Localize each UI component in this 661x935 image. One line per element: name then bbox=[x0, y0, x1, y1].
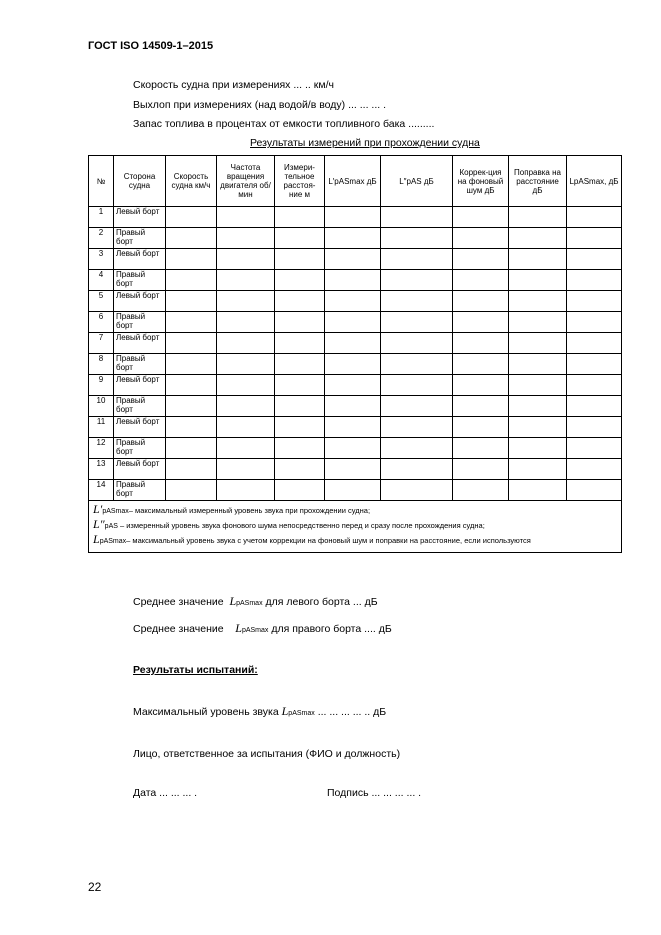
side-cell: Правый борт bbox=[114, 480, 166, 501]
side-cell: Левый борт bbox=[114, 459, 166, 480]
number-cell: 2 bbox=[89, 228, 114, 249]
empty-cell bbox=[381, 354, 453, 375]
table-caption: Результаты измерений при прохождении судна bbox=[250, 137, 480, 149]
empty-cell bbox=[275, 291, 325, 312]
empty-cell bbox=[275, 312, 325, 333]
side-cell: Правый борт bbox=[114, 228, 166, 249]
note-line: L″pAS – измеренный уровень звука фонового шума непосредственно перед и сразу после прохождения судна; bbox=[93, 517, 485, 531]
column-header: Измери-тельное расстоя-ние м bbox=[275, 156, 325, 207]
empty-cell bbox=[325, 228, 381, 249]
table-row bbox=[89, 228, 622, 249]
empty-cell bbox=[217, 417, 275, 438]
empty-cell bbox=[567, 312, 622, 333]
empty-cell bbox=[509, 312, 567, 333]
table-row bbox=[89, 396, 622, 417]
empty-cell bbox=[166, 396, 217, 417]
column-header: Коррек-ция на фоновый шум дБ bbox=[453, 156, 509, 207]
empty-cell bbox=[453, 459, 509, 480]
column-header: L′pASmax дБ bbox=[325, 156, 381, 207]
side-cell: Левый борт bbox=[114, 375, 166, 396]
table-row bbox=[89, 354, 622, 375]
empty-cell bbox=[166, 459, 217, 480]
empty-cell bbox=[275, 417, 325, 438]
empty-cell bbox=[509, 228, 567, 249]
table-row bbox=[89, 480, 622, 501]
empty-cell bbox=[453, 396, 509, 417]
empty-cell bbox=[453, 480, 509, 501]
empty-cell bbox=[381, 396, 453, 417]
empty-cell bbox=[567, 270, 622, 291]
empty-cell bbox=[509, 459, 567, 480]
average-right: Среднее значение LpASmax для правого борта .... дБ bbox=[133, 621, 392, 635]
empty-cell bbox=[166, 417, 217, 438]
empty-cell bbox=[509, 438, 567, 459]
side-cell: Левый борт bbox=[114, 249, 166, 270]
empty-cell bbox=[275, 354, 325, 375]
empty-cell bbox=[325, 291, 381, 312]
empty-cell bbox=[509, 417, 567, 438]
table-row bbox=[89, 333, 622, 354]
number-cell: 6 bbox=[89, 312, 114, 333]
empty-cell bbox=[275, 270, 325, 291]
empty-cell bbox=[275, 438, 325, 459]
empty-cell bbox=[509, 249, 567, 270]
empty-cell bbox=[453, 270, 509, 291]
number-cell: 3 bbox=[89, 249, 114, 270]
column-header: LpASmax, дБ bbox=[567, 156, 622, 207]
column-header: № bbox=[89, 156, 114, 207]
empty-cell bbox=[453, 438, 509, 459]
empty-cell bbox=[325, 396, 381, 417]
column-header: Частота вращения двигателя об/мин bbox=[217, 156, 275, 207]
side-cell: Правый борт bbox=[114, 438, 166, 459]
empty-cell bbox=[509, 480, 567, 501]
note-line: L′pASmax– максимальный измеренный уровень звука при прохождении судна; bbox=[93, 502, 371, 516]
empty-cell bbox=[453, 312, 509, 333]
empty-cell bbox=[166, 249, 217, 270]
empty-cell bbox=[325, 438, 381, 459]
exhaust-line: Выхлоп при измерениях (над водой/в воду) ... ... ... . bbox=[133, 99, 387, 111]
document-header: ГОСТ ISO 14509-1–2015 bbox=[88, 40, 214, 52]
table-row bbox=[89, 417, 622, 438]
speed-line: Скорость судна при измерениях ... .. км/ч bbox=[133, 79, 334, 91]
empty-cell bbox=[567, 207, 622, 228]
empty-cell bbox=[509, 375, 567, 396]
empty-cell bbox=[381, 459, 453, 480]
empty-cell bbox=[567, 291, 622, 312]
empty-cell bbox=[217, 459, 275, 480]
empty-cell bbox=[381, 480, 453, 501]
results-title: Результаты испытаний: bbox=[133, 664, 258, 676]
measurement-table bbox=[88, 155, 622, 553]
number-cell: 1 bbox=[89, 207, 114, 228]
table-row bbox=[89, 291, 622, 312]
number-cell: 7 bbox=[89, 333, 114, 354]
table-row bbox=[89, 438, 622, 459]
empty-cell bbox=[166, 312, 217, 333]
empty-cell bbox=[381, 249, 453, 270]
empty-cell bbox=[453, 333, 509, 354]
fuel-line: Запас топлива в процентах от емкости топливного бака ......... bbox=[133, 118, 435, 130]
empty-cell bbox=[325, 207, 381, 228]
empty-cell bbox=[325, 270, 381, 291]
average-left: Среднее значение LpASmax для левого борта ... дБ bbox=[133, 594, 378, 608]
side-cell: Левый борт bbox=[114, 207, 166, 228]
empty-cell bbox=[453, 228, 509, 249]
empty-cell bbox=[166, 480, 217, 501]
empty-cell bbox=[509, 354, 567, 375]
side-cell: Правый борт bbox=[114, 396, 166, 417]
number-cell: 5 bbox=[89, 291, 114, 312]
empty-cell bbox=[381, 417, 453, 438]
empty-cell bbox=[166, 291, 217, 312]
empty-cell bbox=[509, 207, 567, 228]
side-cell: Левый борт bbox=[114, 417, 166, 438]
table-row bbox=[89, 207, 622, 228]
empty-cell bbox=[567, 249, 622, 270]
empty-cell bbox=[166, 375, 217, 396]
empty-cell bbox=[453, 291, 509, 312]
empty-cell bbox=[381, 270, 453, 291]
empty-cell bbox=[166, 438, 217, 459]
side-cell: Левый борт bbox=[114, 333, 166, 354]
number-cell: 4 bbox=[89, 270, 114, 291]
empty-cell bbox=[275, 249, 325, 270]
empty-cell bbox=[381, 228, 453, 249]
table-row bbox=[89, 312, 622, 333]
side-cell: Правый борт bbox=[114, 270, 166, 291]
empty-cell bbox=[217, 396, 275, 417]
empty-cell bbox=[509, 270, 567, 291]
column-header: L″pAS дБ bbox=[381, 156, 453, 207]
empty-cell bbox=[166, 354, 217, 375]
empty-cell bbox=[325, 480, 381, 501]
empty-cell bbox=[453, 375, 509, 396]
max-level-line: Максимальный уровень звука LpASmax ... ... ... ... .. дБ bbox=[133, 704, 387, 718]
page-number: 22 bbox=[88, 880, 102, 894]
number-cell: 10 bbox=[89, 396, 114, 417]
empty-cell bbox=[567, 354, 622, 375]
responsible-line: Лицо, ответственное за испытания (ФИО и должность) bbox=[133, 748, 401, 760]
side-cell: Правый борт bbox=[114, 354, 166, 375]
empty-cell bbox=[509, 396, 567, 417]
empty-cell bbox=[509, 333, 567, 354]
number-cell: 11 bbox=[89, 417, 114, 438]
empty-cell bbox=[325, 333, 381, 354]
empty-cell bbox=[217, 291, 275, 312]
side-cell: Левый борт bbox=[114, 291, 166, 312]
empty-cell bbox=[166, 333, 217, 354]
empty-cell bbox=[275, 207, 325, 228]
empty-cell bbox=[381, 333, 453, 354]
empty-cell bbox=[381, 375, 453, 396]
empty-cell bbox=[217, 333, 275, 354]
empty-cell bbox=[453, 249, 509, 270]
empty-cell bbox=[325, 375, 381, 396]
empty-cell bbox=[325, 417, 381, 438]
number-cell: 14 bbox=[89, 480, 114, 501]
empty-cell bbox=[275, 459, 325, 480]
column-header: Поправка на расстояние дБ bbox=[509, 156, 567, 207]
empty-cell bbox=[453, 354, 509, 375]
empty-cell bbox=[381, 291, 453, 312]
empty-cell bbox=[217, 354, 275, 375]
column-header: Сторона судна bbox=[114, 156, 166, 207]
side-cell: Правый борт bbox=[114, 312, 166, 333]
empty-cell bbox=[275, 333, 325, 354]
number-cell: 13 bbox=[89, 459, 114, 480]
empty-cell bbox=[509, 291, 567, 312]
number-cell: 12 bbox=[89, 438, 114, 459]
empty-cell bbox=[325, 354, 381, 375]
number-cell: 8 bbox=[89, 354, 114, 375]
empty-cell bbox=[567, 438, 622, 459]
empty-cell bbox=[217, 207, 275, 228]
empty-cell bbox=[217, 375, 275, 396]
empty-cell bbox=[325, 459, 381, 480]
empty-cell bbox=[325, 249, 381, 270]
empty-cell bbox=[567, 375, 622, 396]
empty-cell bbox=[567, 459, 622, 480]
empty-cell bbox=[567, 228, 622, 249]
empty-cell bbox=[217, 438, 275, 459]
empty-cell bbox=[453, 207, 509, 228]
empty-cell bbox=[567, 333, 622, 354]
empty-cell bbox=[325, 312, 381, 333]
column-header: Скорость судна км/ч bbox=[166, 156, 217, 207]
empty-cell bbox=[381, 207, 453, 228]
empty-cell bbox=[217, 228, 275, 249]
empty-cell bbox=[217, 480, 275, 501]
empty-cell bbox=[275, 396, 325, 417]
empty-cell bbox=[166, 228, 217, 249]
empty-cell bbox=[567, 480, 622, 501]
table-row bbox=[89, 459, 622, 480]
empty-cell bbox=[567, 417, 622, 438]
empty-cell bbox=[275, 375, 325, 396]
empty-cell bbox=[275, 480, 325, 501]
table-notes bbox=[89, 501, 622, 553]
date-line: Дата ... ... ... . bbox=[133, 787, 198, 799]
table-row bbox=[89, 270, 622, 291]
note-line: LpASmax– максимальный уровень звука с учетом коррекции на фоновый шум и поправки на расстояние, если используются bbox=[93, 532, 531, 546]
empty-cell bbox=[217, 270, 275, 291]
empty-cell bbox=[567, 396, 622, 417]
empty-cell bbox=[453, 417, 509, 438]
table-row bbox=[89, 375, 622, 396]
empty-cell bbox=[166, 270, 217, 291]
empty-cell bbox=[275, 228, 325, 249]
signature-line: Подпись ... ... ... ... . bbox=[327, 787, 422, 799]
empty-cell bbox=[217, 312, 275, 333]
number-cell: 9 bbox=[89, 375, 114, 396]
empty-cell bbox=[217, 249, 275, 270]
empty-cell bbox=[381, 438, 453, 459]
empty-cell bbox=[166, 207, 217, 228]
table-row bbox=[89, 249, 622, 270]
empty-cell bbox=[381, 312, 453, 333]
